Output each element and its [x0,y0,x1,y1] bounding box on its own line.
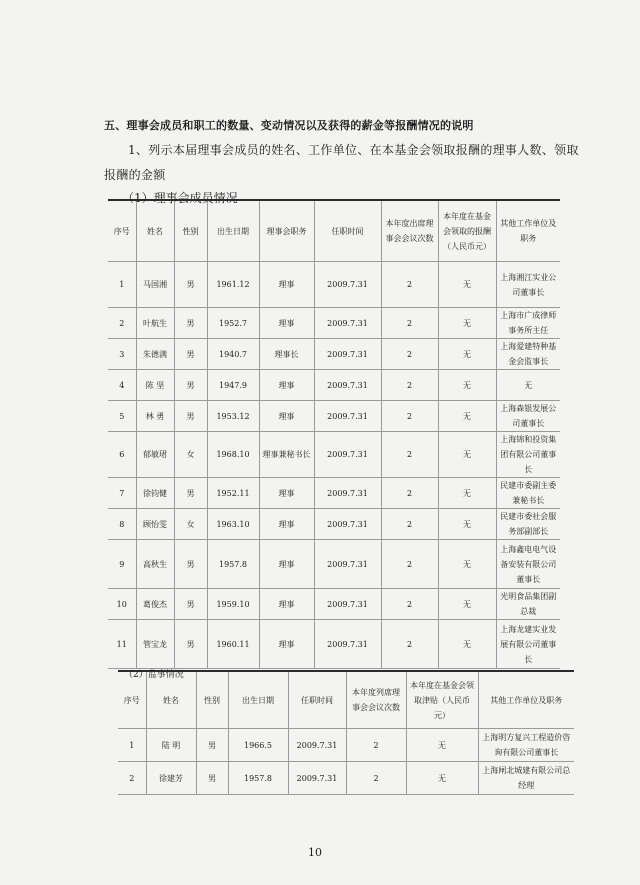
cell-meetings: 2 [381,262,438,308]
cell-other-job: 上海明方复兴工程造价咨询有限公司董事长 [478,729,574,762]
cell-meetings: 2 [381,478,438,509]
cell-position: 理事 [259,478,314,509]
header-cell: 出生日期 [207,200,259,262]
header-cell: 性别 [196,671,228,729]
cell-other-job: 上海闸北城建有限公司总经理 [478,762,574,795]
header-cell: 其他工作单位及职务 [496,200,560,262]
cell-term: 2009.7.31 [314,620,381,669]
cell-position: 理事 [259,540,314,589]
cell-other-job: 上海鑫电电气设备安装有限公司董事长 [496,540,560,589]
table-row [108,401,560,432]
header-cell: 序号 [108,200,136,262]
cell-other-job: 民建市委社会服务部副部长 [496,509,560,540]
cell-position: 理事 [259,509,314,540]
header-cell: 任职时间 [314,200,381,262]
cell-pay: 无 [438,540,496,589]
table-header-row [118,671,574,729]
cell-pay: 无 [438,262,496,308]
cell-meetings: 2 [381,432,438,478]
cell-name: 朱德满 [136,339,174,370]
cell-pay: 无 [438,478,496,509]
header-cell: 出生日期 [228,671,288,729]
cell-term: 2009.7.31 [314,339,381,370]
cell-meetings: 2 [346,762,406,795]
cell-pay: 无 [438,620,496,669]
cell-term: 2009.7.31 [314,370,381,401]
table-row [108,620,560,669]
cell-gender: 男 [174,262,207,308]
board-members-table [108,199,560,669]
cell-birth: 1953.12 [207,401,259,432]
cell-other-job: 光明食品集团副总裁 [496,589,560,620]
cell-position: 理事 [259,589,314,620]
cell-name: 徐钧健 [136,478,174,509]
cell-name: 高秋生 [136,540,174,589]
cell-birth: 1961.12 [207,262,259,308]
cell-pay: 无 [438,339,496,370]
header-cell: 序号 [118,671,146,729]
cell-no: 6 [108,432,136,478]
cell-name: 陈 坚 [136,370,174,401]
cell-no: 2 [108,308,136,339]
cell-meetings: 2 [381,401,438,432]
cell-other-job: 上海龙建实业发展有限公司董事长 [496,620,560,669]
cell-name: 郁敏珺 [136,432,174,478]
table-row [108,370,560,401]
cell-birth: 1940.7 [207,339,259,370]
cell-pay: 无 [438,432,496,478]
cell-meetings: 2 [346,729,406,762]
page-number: 10 [308,846,322,859]
cell-gender: 男 [174,370,207,401]
cell-gender: 男 [196,762,228,795]
cell-name: 顾怡雯 [136,509,174,540]
cell-no: 2 [118,762,146,795]
cell-birth: 1968.10 [207,432,259,478]
cell-name: 葛俊杰 [136,589,174,620]
cell-birth: 1947.9 [207,370,259,401]
cell-pay: 无 [406,729,478,762]
table-row [108,589,560,620]
cell-term: 2009.7.31 [288,729,346,762]
header-cell: 本年度列席理事会会议次数 [346,671,406,729]
cell-pay: 无 [406,762,478,795]
cell-other-job: 上海市广成律师事务所主任 [496,308,560,339]
cell-meetings: 2 [381,509,438,540]
cell-birth: 1963.10 [207,509,259,540]
table-row [108,262,560,308]
cell-position: 理事 [259,370,314,401]
table-row [108,308,560,339]
cell-name: 徐建芳 [146,762,196,795]
cell-term: 2009.7.31 [288,762,346,795]
cell-term: 2009.7.31 [314,589,381,620]
cell-no: 7 [108,478,136,509]
cell-meetings: 2 [381,540,438,589]
cell-no: 10 [108,589,136,620]
cell-no: 1 [108,262,136,308]
cell-position: 理事长 [259,339,314,370]
table-row [108,432,560,478]
cell-term: 2009.7.31 [314,478,381,509]
header-cell: 姓名 [136,200,174,262]
cell-meetings: 2 [381,370,438,401]
cell-no: 5 [108,401,136,432]
cell-name: 管宝龙 [136,620,174,669]
cell-name: 叶航生 [136,308,174,339]
cell-gender: 男 [174,540,207,589]
cell-other-job: 上海湘江实业公司董事长 [496,262,560,308]
cell-position: 理事 [259,262,314,308]
intro-paragraph-line1: 1、列示本届理事会成员的姓名、工作单位、在本基金会领取报酬的理事人数、领取 [128,143,579,157]
cell-name: 陆 明 [146,729,196,762]
cell-position: 理事兼秘书长 [259,432,314,478]
cell-no: 11 [108,620,136,669]
cell-gender: 男 [174,401,207,432]
cell-name: 林 勇 [136,401,174,432]
header-cell: 本年度在基金会领取的报酬（人民币元） [438,200,496,262]
cell-meetings: 2 [381,308,438,339]
section-heading: 五、理事会成员和职工的数量、变动情况以及获得的薪金等报酬情况的说明 [104,119,474,132]
cell-pay: 无 [438,401,496,432]
cell-term: 2009.7.31 [314,401,381,432]
table-row [108,478,560,509]
cell-gender: 男 [174,478,207,509]
cell-name: 马国湘 [136,262,174,308]
cell-meetings: 2 [381,589,438,620]
cell-birth: 1960.11 [207,620,259,669]
cell-gender: 男 [174,339,207,370]
cell-term: 2009.7.31 [314,308,381,339]
cell-position: 理事 [259,401,314,432]
cell-pay: 无 [438,509,496,540]
cell-birth: 1952.11 [207,478,259,509]
header-cell: 理事会职务 [259,200,314,262]
cell-other-job: 上海森银发展公司董事长 [496,401,560,432]
supervisor-subheading: （2）监事情况 [124,670,184,680]
cell-birth: 1966.5 [228,729,288,762]
cell-birth: 1957.8 [207,540,259,589]
cell-no: 3 [108,339,136,370]
table-row [108,540,560,589]
header-cell: 其他工作单位及职务 [478,671,574,729]
table-row [118,729,574,762]
cell-other-job: 上海锦和投资集团有限公司董事长 [496,432,560,478]
cell-term: 2009.7.31 [314,540,381,589]
cell-no: 1 [118,729,146,762]
header-cell: 姓名 [146,671,196,729]
cell-gender: 男 [196,729,228,762]
cell-gender: 女 [174,509,207,540]
cell-other-job: 上海爱建特种基金会监事长 [496,339,560,370]
intro-paragraph-line2: 报酬的金额 [104,168,166,182]
table-row [108,339,560,370]
cell-gender: 男 [174,620,207,669]
table-row [118,762,574,795]
header-cell: 本年度出席理事会会议次数 [381,200,438,262]
cell-no: 9 [108,540,136,589]
cell-no: 4 [108,370,136,401]
header-cell: 本年度在基金会领取津贴（人民币元） [406,671,478,729]
cell-term: 2009.7.31 [314,432,381,478]
board-subheading: （1）理事会成员情况 [122,191,238,205]
cell-birth: 1959.10 [207,589,259,620]
cell-meetings: 2 [381,339,438,370]
cell-meetings: 2 [381,620,438,669]
table-row [108,509,560,540]
cell-pay: 无 [438,589,496,620]
cell-gender: 男 [174,308,207,339]
cell-other-job: 民建市委副主委兼秘书长 [496,478,560,509]
cell-gender: 女 [174,432,207,478]
cell-position: 理事 [259,620,314,669]
cell-other-job: 无 [496,370,560,401]
table-header-row [108,200,560,262]
header-cell: 性别 [174,200,207,262]
cell-birth: 1952.7 [207,308,259,339]
cell-gender: 男 [174,589,207,620]
cell-birth: 1957.8 [228,762,288,795]
header-cell: 任职时间 [288,671,346,729]
supervisors-table [118,670,574,795]
cell-pay: 无 [438,308,496,339]
cell-term: 2009.7.31 [314,509,381,540]
cell-position: 理事 [259,308,314,339]
cell-no: 8 [108,509,136,540]
cell-term: 2009.7.31 [314,262,381,308]
cell-pay: 无 [438,370,496,401]
